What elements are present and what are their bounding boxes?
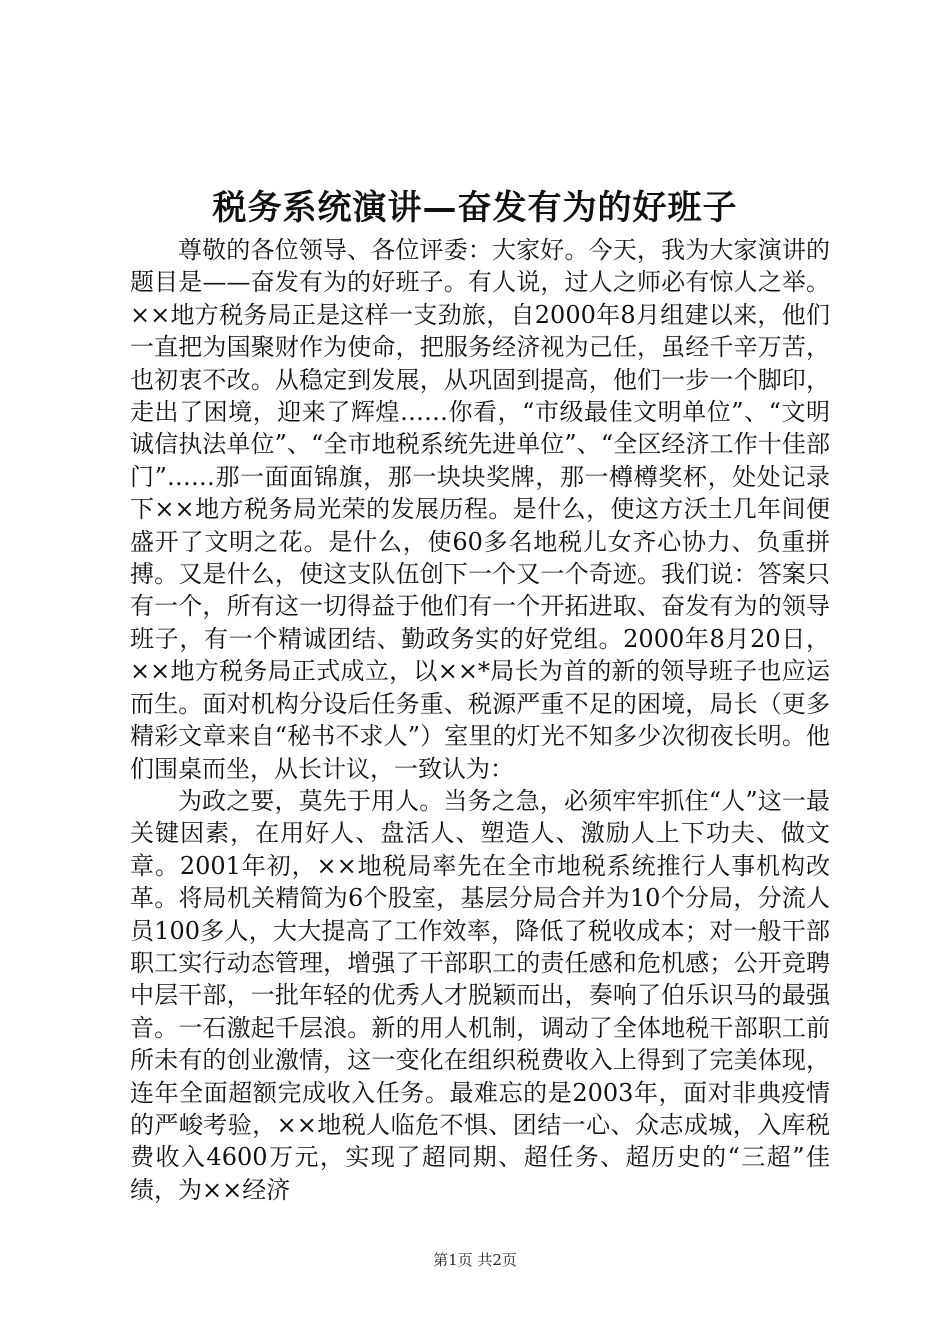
page-number-footer: 第1页 共2页 [433, 1251, 517, 1269]
paragraph-1: 尊敬的各位领导、各位评委：大家好。今天，我为大家演讲的题目是——奋发有为的好班子。有人说，过人之师必有惊人之举。××地方税务局正是这样一支劲旅，自2000年8月组建以来，他们一直把为国聚财作为使命，把服务经济视为己任，虽经千辛万苦，也初衷不改。从稳定到发展，从巩固到提高，他们一步一个脚印，走出了困境，迎来了辉煌……你看，“市级最佳文明单位”、“文明诚信执法单位”、“全市地税系统先进单位”、“全区经济工作十佳部门”……那一面面锦旗，那一块块奖牌，那一樽樽奖杯，处处记录下××地方税务局光荣的发展历程。是什么，使这方沃土几年间便盛开了文明之花。是什么，使60多名地税儿女齐心协力、负重拼搏。又是什么，使这支队伍创下一个又一个奇迹。我们说：答案只有一个，所有这一切得益于他们有一个开拓进取、奋发有为的领导班子，有一个精诚团结、勤政务实的好党组。2000年8月20日，××地方税务局正式成立，以××*局长为首的新的领导班子也应运而生。面对机构分设后任务重、税源严重不足的困境，局长（更多精彩文章来自“秘书不求人”）室里的灯光不知多少次彻夜长明。他们围桌而坐，从长计议，一致认为： [130, 236, 830, 783]
document-body [130, 234, 830, 1206]
paragraph-2: 为政之要，莫先于用人。当务之急，必须牢牢抓住“人”这一最关键因素，在用好人、盘活人、塑造人、激励人上下功夫、做文章。2001年初，××地税局率先在全市地税系统推行人事机构改革。将局机关精简为6个股室，基层分局合并为10个分局，分流人员100多人，大大提高了工作效率，降低了税收成本；对一般干部职工实行动态管理，增强了干部职工的责任感和危机感；公开竞聘中层干部，一批年轻的优秀人才脱颖而出，奏响了伯乐识马的最强音。一石激起千层浪。新的用人机制，调动了全体地税干部职工前所未有的创业激情，这一变化在组织税费收入上得到了完美体现，连年全面超额完成收入任务。最难忘的是2003年，面对非典疫情的严峻考验，××地税人临危不惧、团结一心、众志成城，入库税费收入4600万元，实现了超同期、超任务、超历史的“三超”佳绩，为××经济 [130, 786, 830, 1204]
document-title: 税务系统演讲—奋发有为的好班子 [212, 188, 738, 228]
